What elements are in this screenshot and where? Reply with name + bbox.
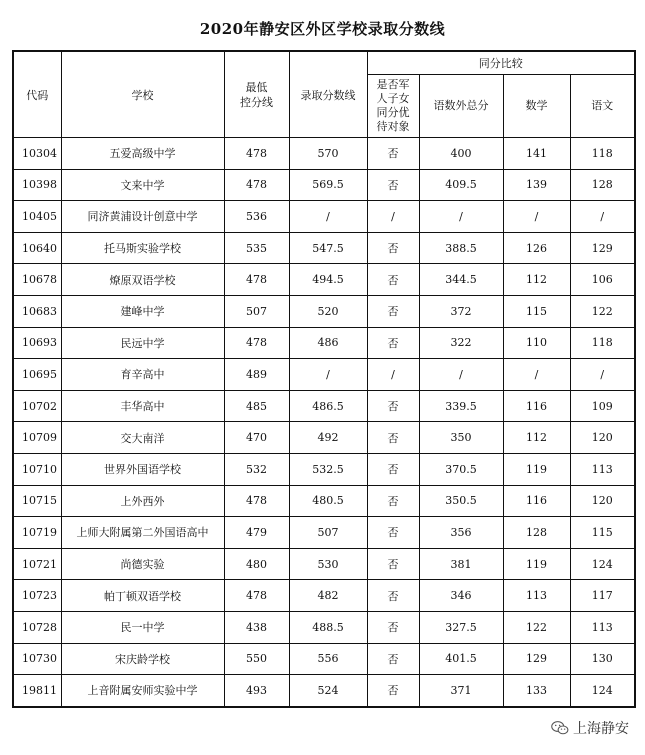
cell-school: 建峰中学	[61, 295, 224, 327]
cell-code: 10719	[13, 517, 61, 549]
cell-code: 19811	[13, 675, 61, 707]
cell-min-score: 536	[224, 201, 289, 233]
cell-math: 122	[503, 611, 570, 643]
cell-min-score: 470	[224, 422, 289, 454]
table-row	[13, 327, 635, 359]
cell-military: /	[367, 201, 419, 233]
cell-code: 10398	[13, 169, 61, 201]
cell-military: 否	[367, 390, 419, 422]
cell-math: /	[503, 359, 570, 391]
cell-code: 10405	[13, 201, 61, 233]
cell-admit-score: 482	[289, 580, 367, 612]
cell-total3: 344.5	[419, 264, 503, 296]
cell-total3: 388.5	[419, 232, 503, 264]
cell-admit-score: 520	[289, 295, 367, 327]
cell-code: 10695	[13, 359, 61, 391]
cell-military: 否	[367, 580, 419, 612]
cell-chinese: 106	[570, 264, 635, 296]
footer-brand	[551, 718, 629, 738]
cell-school: 文来中学	[61, 169, 224, 201]
cell-min-score: 478	[224, 485, 289, 517]
cell-math: 133	[503, 675, 570, 707]
cell-military: 否	[367, 169, 419, 201]
cell-min-score: 478	[224, 169, 289, 201]
cell-admit-score: 480.5	[289, 485, 367, 517]
cell-math: 113	[503, 580, 570, 612]
header-chinese: 语文	[570, 75, 635, 138]
table-row	[13, 264, 635, 296]
cell-total3: 350	[419, 422, 503, 454]
table-row	[13, 548, 635, 580]
cell-min-score: 480	[224, 548, 289, 580]
cell-chinese: 124	[570, 675, 635, 707]
cell-admit-score: 524	[289, 675, 367, 707]
cell-school: 丰华高中	[61, 390, 224, 422]
table-row	[13, 201, 635, 233]
cell-math: 112	[503, 422, 570, 454]
cell-admit-score: 556	[289, 643, 367, 675]
cell-min-score: 532	[224, 453, 289, 485]
cell-school: 同济黄浦设计创意中学	[61, 201, 224, 233]
cell-total3: 370.5	[419, 453, 503, 485]
cell-military: /	[367, 359, 419, 391]
cell-military: 否	[367, 327, 419, 359]
cell-total3: /	[419, 359, 503, 391]
cell-school: 上师大附属第二外国语高中	[61, 517, 224, 549]
cell-min-score: 478	[224, 138, 289, 170]
cell-total3: 350.5	[419, 485, 503, 517]
header-school: 学校	[61, 51, 224, 138]
cell-chinese: /	[570, 359, 635, 391]
cell-min-score: 485	[224, 390, 289, 422]
cell-code: 10710	[13, 453, 61, 485]
cell-military: 否	[367, 485, 419, 517]
cell-code: 10683	[13, 295, 61, 327]
cell-min-score: 478	[224, 580, 289, 612]
cell-chinese: 124	[570, 548, 635, 580]
cell-min-score: 507	[224, 295, 289, 327]
cell-code: 10730	[13, 643, 61, 675]
cell-min-score: 493	[224, 675, 289, 707]
cell-admit-score: 570	[289, 138, 367, 170]
cell-school: 宋庆龄学校	[61, 643, 224, 675]
cell-min-score: 489	[224, 359, 289, 391]
cell-school: 托马斯实验学校	[61, 232, 224, 264]
cell-total3: 322	[419, 327, 503, 359]
cell-school: 上音附属安师实验中学	[61, 675, 224, 707]
table-row	[13, 422, 635, 454]
cell-school: 交大南洋	[61, 422, 224, 454]
cell-code: 10640	[13, 232, 61, 264]
cell-admit-score: 486	[289, 327, 367, 359]
cell-total3: 339.5	[419, 390, 503, 422]
cell-school: 民远中学	[61, 327, 224, 359]
cell-admit-score: 507	[289, 517, 367, 549]
cell-min-score: 438	[224, 611, 289, 643]
cell-school: 帕丁顿双语学校	[61, 580, 224, 612]
cell-code: 10678	[13, 264, 61, 296]
cell-chinese: 109	[570, 390, 635, 422]
cell-military: 否	[367, 232, 419, 264]
cell-school: 尚德实验	[61, 548, 224, 580]
header-math: 数学	[503, 75, 570, 138]
table-row	[13, 643, 635, 675]
cell-school: 燎原双语学校	[61, 264, 224, 296]
cell-math: 115	[503, 295, 570, 327]
cell-admit-score: 547.5	[289, 232, 367, 264]
cell-code: 10693	[13, 327, 61, 359]
cell-chinese: 130	[570, 643, 635, 675]
table-row	[13, 453, 635, 485]
header-military: 是否军 人子女 同分优 待对象	[367, 75, 419, 138]
cell-chinese: 115	[570, 517, 635, 549]
cell-military: 否	[367, 138, 419, 170]
cell-math: 119	[503, 548, 570, 580]
table-row	[13, 138, 635, 170]
header-total3: 语数外总分	[419, 75, 503, 138]
cell-total3: 372	[419, 295, 503, 327]
admission-table	[12, 50, 636, 708]
header-admit-score: 录取分数线	[289, 51, 367, 138]
cell-military: 否	[367, 548, 419, 580]
cell-math: 116	[503, 390, 570, 422]
cell-math: 139	[503, 169, 570, 201]
cell-code: 10702	[13, 390, 61, 422]
cell-chinese: /	[570, 201, 635, 233]
cell-total3: 356	[419, 517, 503, 549]
table-row	[13, 485, 635, 517]
cell-military: 否	[367, 643, 419, 675]
cell-math: 112	[503, 264, 570, 296]
cell-code: 10723	[13, 580, 61, 612]
cell-chinese: 117	[570, 580, 635, 612]
cell-military: 否	[367, 264, 419, 296]
cell-math: 129	[503, 643, 570, 675]
cell-chinese: 128	[570, 169, 635, 201]
cell-total3: 381	[419, 548, 503, 580]
cell-total3: 400	[419, 138, 503, 170]
header-min-score: 最低 控分线	[224, 51, 289, 138]
footer-text: 上海静安	[573, 721, 629, 737]
cell-total3: /	[419, 201, 503, 233]
cell-military: 否	[367, 422, 419, 454]
table-row	[13, 295, 635, 327]
cell-school: 上外西外	[61, 485, 224, 517]
cell-total3: 346	[419, 580, 503, 612]
cell-math: 119	[503, 453, 570, 485]
table-row	[13, 390, 635, 422]
cell-admit-score: 488.5	[289, 611, 367, 643]
cell-chinese: 120	[570, 485, 635, 517]
cell-code: 10715	[13, 485, 61, 517]
cell-school: 五爱高级中学	[61, 138, 224, 170]
cell-chinese: 122	[570, 295, 635, 327]
cell-min-score: 479	[224, 517, 289, 549]
cell-code: 10728	[13, 611, 61, 643]
wechat-icon	[551, 720, 569, 736]
cell-military: 否	[367, 675, 419, 707]
cell-admit-score: /	[289, 201, 367, 233]
table-row	[13, 675, 635, 707]
cell-total3: 371	[419, 675, 503, 707]
cell-admit-score: 486.5	[289, 390, 367, 422]
table-row	[13, 359, 635, 391]
table-row	[13, 580, 635, 612]
cell-admit-score: 569.5	[289, 169, 367, 201]
cell-military: 否	[367, 453, 419, 485]
cell-school: 育辛高中	[61, 359, 224, 391]
table-row	[13, 611, 635, 643]
page-title: 2020年静安区外区学校录取分数线	[199, 20, 446, 38]
cell-chinese: 120	[570, 422, 635, 454]
cell-school: 民一中学	[61, 611, 224, 643]
cell-school: 世界外国语学校	[61, 453, 224, 485]
cell-admit-score: 492	[289, 422, 367, 454]
table-row	[13, 232, 635, 264]
cell-admit-score: 494.5	[289, 264, 367, 296]
cell-math: 128	[503, 517, 570, 549]
cell-min-score: 478	[224, 264, 289, 296]
cell-math: 141	[503, 138, 570, 170]
cell-military: 否	[367, 611, 419, 643]
cell-military: 否	[367, 295, 419, 327]
cell-code: 10709	[13, 422, 61, 454]
cell-min-score: 478	[224, 327, 289, 359]
cell-code: 10304	[13, 138, 61, 170]
cell-chinese: 118	[570, 138, 635, 170]
cell-admit-score: 530	[289, 548, 367, 580]
cell-total3: 401.5	[419, 643, 503, 675]
cell-code: 10721	[13, 548, 61, 580]
cell-math: 126	[503, 232, 570, 264]
header-compare-group: 同分比较	[367, 51, 635, 75]
cell-total3: 409.5	[419, 169, 503, 201]
cell-admit-score: /	[289, 359, 367, 391]
cell-chinese: 129	[570, 232, 635, 264]
header-code: 代码	[13, 51, 61, 138]
cell-total3: 327.5	[419, 611, 503, 643]
cell-chinese: 113	[570, 611, 635, 643]
cell-chinese: 118	[570, 327, 635, 359]
cell-math: /	[503, 201, 570, 233]
cell-admit-score: 532.5	[289, 453, 367, 485]
cell-military: 否	[367, 517, 419, 549]
table-row	[13, 517, 635, 549]
cell-math: 110	[503, 327, 570, 359]
cell-min-score: 535	[224, 232, 289, 264]
cell-math: 116	[503, 485, 570, 517]
cell-min-score: 550	[224, 643, 289, 675]
cell-chinese: 113	[570, 453, 635, 485]
table-row	[13, 169, 635, 201]
